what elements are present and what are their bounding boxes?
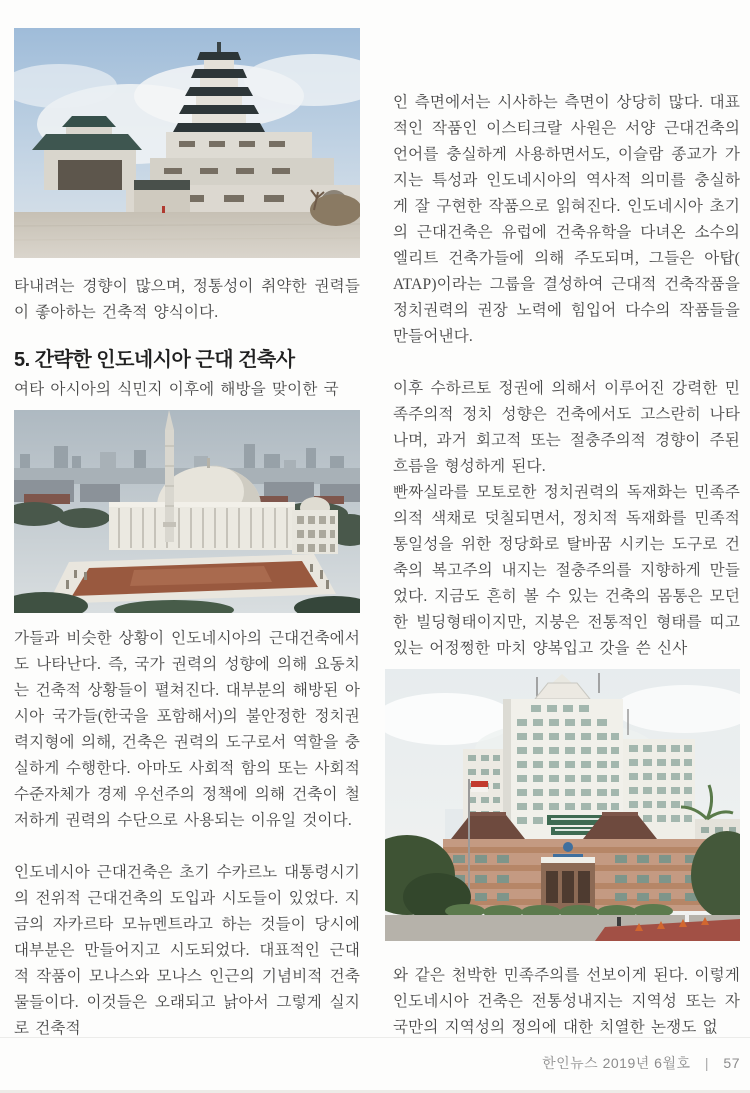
korean-museum-illustration [14, 28, 360, 258]
footer-divider [0, 1037, 750, 1038]
paragraph-left-top: 타내려는 경향이 많으며, 정통성이 취약한 권력들이 좋아하는 건축적 양식이다. [14, 278, 360, 321]
paragraph-right-suharto: 이후 수하르토 정권에 의해서 이루어진 강력한 민족주의적 정치 성향은 건축에서도 고스란히 나타나며, 과거 회고적 또는 절충주의적 경향이 주된 흐름을 형성하게 된다. [393, 380, 740, 475]
page-footer [542, 1053, 740, 1073]
photo-jakarta-cityhall [385, 669, 740, 941]
footer-magazine-title: 한인뉴스 2019년 6월호 [542, 1055, 691, 1071]
istiqlal-mosque-illustration [14, 410, 360, 613]
paragraph-right-bottom: 와 같은 천박한 민족주의를 선보이게 된다. 이렇게 인도네시아 건축은 전통성내지는 지역성 또는 자국만의 지역성의 정의에 대한 치열한 논쟁도 없 [393, 967, 740, 1036]
jakarta-cityhall-illustration [385, 669, 740, 941]
paragraph-left-mid: 가들과 비슷한 상황이 인도네시아의 근대건축에서도 나타난다. 즉, 국가 권력의 성향에 의해 요동치는 건축적 상황들이 펼쳐진다. 대부분의 해방된 아시아 국가들(한국을 포함해서)의 불안정한 정치권력지형에 의해, 건축은 권력의 도구로서 역할을 충실하게 수행한다. 아마도 사회적 함의 또는 사회적 수준자체가 경제 우선주의 정책에 의해 건축이 철저하게 권력의 수단으로 사용되는 이유일 것이다. [14, 630, 360, 829]
footer-page-number: 57 [723, 1055, 740, 1071]
left-column [14, 28, 360, 1042]
photo-istiqlal-mosque [14, 410, 360, 613]
paragraph-left-intro: 여타 아시아의 식민지 이후에 해방을 맞이한 국 [14, 381, 339, 398]
paragraph-right-top: 인 측면에서는 시사하는 측면이 상당히 많다. 대표적인 작품인 이스티크랄 사원은 서양 근대건축의 언어를 충실하게 사용하면서도, 이슬람 종교가 가지는 특성과 인도네시아의 역사적 의미를 충실하게 잘 구현한 작품으로 읽혀진다. 인도네시아 초기의 근대건축은 유럽에 건축유학을 다녀온 소수의 엘리트 건축가들에 의해 주도되며, 그들은 아탑( ATAP)이라는 그룹을 결성하여 근대적 건축작품을 정치권력의 권장 노력에 힘입어 다수의 작품들을 만들어낸다. [393, 94, 740, 345]
photo-korean-museum [14, 28, 360, 258]
paragraph-right-pancasila: 빤짜실라를 모토로한 정치권력의 독재화는 민족주의적 색채로 덧칠되면서, 정치적 독재화를 민족적 통일성을 위한 정당화로 탈바꿈 시키는 도구로 건축의 복고주의 내지는 절충주의를 지향하게 만들었다. 지금도 흔히 볼 수 있는 건축의 몸통은 모던한 빌딩형태이지만, 지붕은 전통적인 형태를 띠고 있는 어정쩡한 마치 양복입고 갓을 쓴 신사 [393, 484, 740, 657]
paragraph-left-bottom: 인도네시아 근대건축은 초기 수카르노 대통령시기의 전위적 근대건축의 도입과 시도들이 있었다. 지금의 자카르타 모뉴멘트라고 하는 것들이 당시에 대부분은 만들어지고 시도되었다. 대표적인 근대적 작품이 모나스와 모나스 인근의 기념비적 건축물들이다. 이것들은 오래되고 낡아서 그렇게 실지로 건축적 [14, 864, 360, 1037]
right-column [393, 90, 740, 1041]
section-heading: 5. 간략한 인도네시아 근대 건축사 [14, 349, 295, 371]
footer-separator: | [704, 1055, 710, 1071]
